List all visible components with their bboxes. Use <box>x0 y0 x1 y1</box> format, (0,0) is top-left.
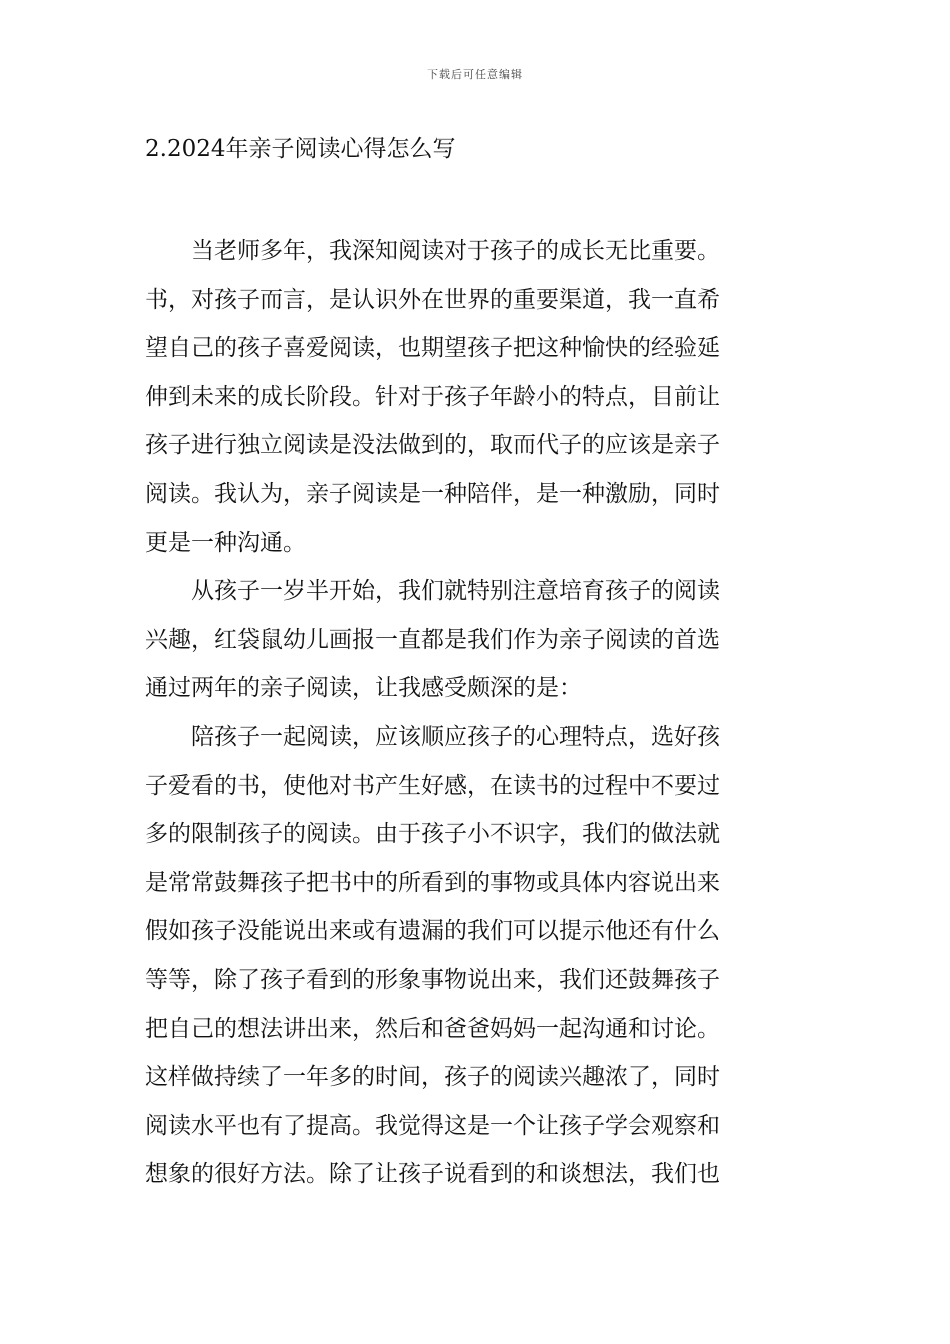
text-line: 更是一种沟通。 <box>145 529 306 556</box>
text-line: 从孩子一岁半开始，我们就特别注意培育孩子的阅读 <box>191 578 720 605</box>
text-line: 书，对孩子而言，是认识外在世界的重要渠道，我一直希 <box>145 286 720 313</box>
text-line: 多的限制孩子的阅读。由于孩子小不识字，我们的做法就 <box>145 821 720 848</box>
text-line: 伸到未来的成长阶段。针对于孩子年龄小的特点，目前让 <box>145 383 720 410</box>
header-note: 下载后可任意编辑 <box>427 68 523 81</box>
text-line: 望自己的孩子喜爱阅读，也期望孩子把这种愉快的经验延 <box>145 335 720 362</box>
text-line: 把自己的想法讲出来，然后和爸爸妈妈一起沟通和讨论。 <box>145 1015 720 1042</box>
document-body <box>145 227 809 1199</box>
text-line: 子爱看的书，使他对书产生好感，在读书的过程中不要过 <box>145 772 720 799</box>
text-line: 想象的很好方法。除了让孩子说看到的和谈想法，我们也 <box>145 1161 720 1188</box>
text-line: 是常常鼓舞孩子把书中的所看到的事物或具体内容说出来 <box>145 869 720 896</box>
document-title: 2.2024年亲子阅读心得怎么写 <box>145 136 456 162</box>
text-line: 这样做持续了一年多的时间，孩子的阅读兴趣浓了，同时 <box>145 1064 720 1091</box>
text-line: 阅读水平也有了提高。我觉得这是一个让孩子学会观察和 <box>145 1112 720 1139</box>
text-line: 通过两年的亲子阅读，让我感受颇深的是： <box>145 675 582 702</box>
text-line: 假如孩子没能说出来或有遗漏的我们可以提示他还有什么 <box>145 918 720 945</box>
text-line: 陪孩子一起阅读，应该顺应孩子的心理特点，选好孩 <box>191 723 720 750</box>
text-line: 孩子进行独立阅读是没法做到的，取而代子的应该是亲子 <box>145 432 720 459</box>
text-line: 阅读。我认为，亲子阅读是一种陪伴，是一种激励，同时 <box>145 480 720 507</box>
text-line: 当老师多年，我深知阅读对于孩子的成长无比重要。 <box>191 238 720 264</box>
text-line: 等等，除了孩子看到的形象事物说出来，我们还鼓舞孩子 <box>145 966 720 993</box>
text-line: 兴趣，红袋鼠幼儿画报一直都是我们作为亲子阅读的首选 <box>145 626 720 653</box>
